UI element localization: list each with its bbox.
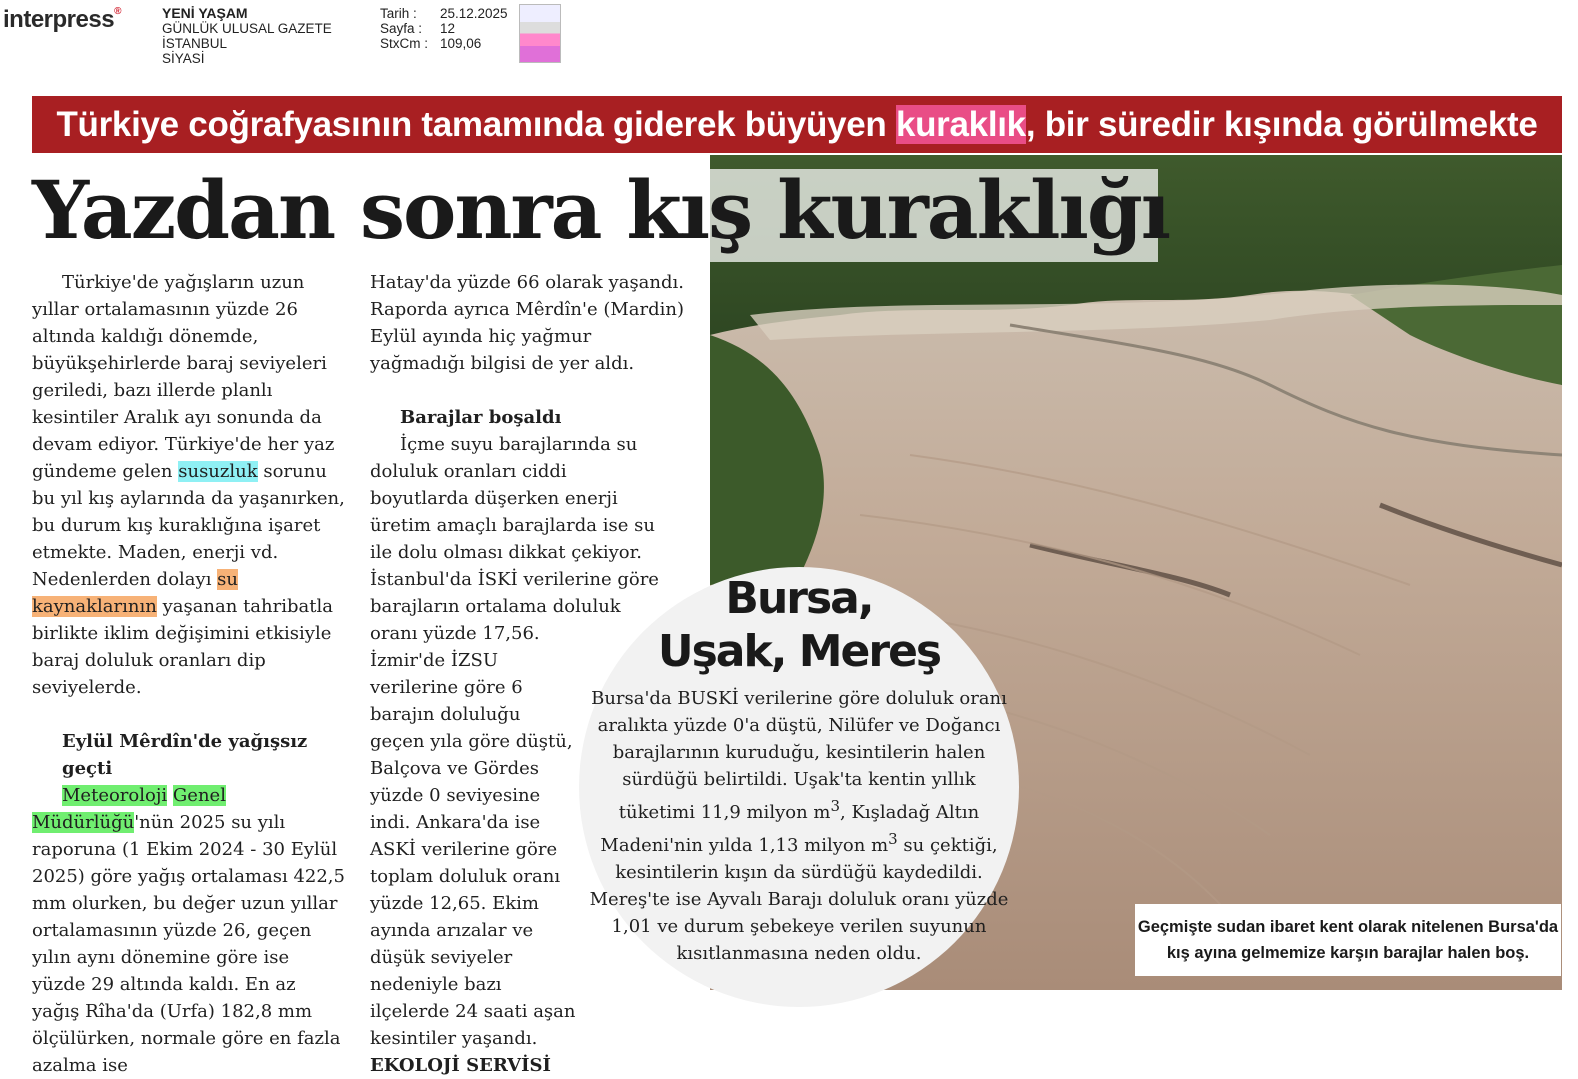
subheading: Eylül Mêrdîn'de yağışsız geçti [62, 731, 308, 779]
publication-type: GÜNLÜK ULUSAL GAZETE [162, 21, 332, 36]
kicker-banner: Türkiye coğrafyasının tamamında giderek büyüyen kuraklık, bir süredir kışında görülmekte [32, 96, 1562, 153]
sidebar-title: Bursa, Uşak, Mereş [657, 573, 941, 677]
page-value: 12 [440, 21, 456, 36]
subheading: Barajlar boşaldı [400, 407, 562, 428]
interpress-logo: interpress® [3, 6, 121, 33]
kicker-highlight: kuraklık [895, 105, 1026, 144]
highlight-susuzluk: susuzluk [178, 461, 258, 482]
clipping-meta [380, 6, 508, 51]
date-label: Tarih : [380, 6, 417, 21]
publication-section: SİYASİ [162, 51, 205, 66]
highlight-meteoroloji: Meteoroloji [62, 785, 168, 806]
sidebar-body: Bursa'da BUSKİ verilerine göre doluluk oranı aralıkta yüzde 0'a düştü, Nilüfer ve Doğancı barajlarının kuruduğu, kesintilerin halen sürdüğü belirtildi. Uşak'ta kentin yıllık tüketimi 11,9 milyon $m^3$, Kışladağ Altın Madeni'nin yılda 1,13 milyon $m^3$ su çektiği, kesintilerin kışın da sürdüğü kaydedildi. Mereş'te ise Ayvalı Barajı doluluk oranı yüzde 1,01 ve durum şebekeye verilen suyunun kısıtlanmasına neden oldu. [589, 688, 1009, 964]
byline: EKOLOJİ SERVİSİ [370, 1055, 551, 1076]
highlight-su-kaynaklari: su kaynaklarının [32, 569, 239, 617]
photo-caption: Geçmişte sudan ibaret kent olarak nitelenen Bursa'da kış ayına gelmemize karşın barajlar halen boş. [1135, 904, 1561, 976]
publication-info [162, 6, 332, 66]
stxcm-label: StxCm : [380, 36, 429, 51]
stxcm-value: 109,06 [440, 36, 482, 51]
date-value: 25.12.2025 [440, 6, 508, 21]
paragraph: Türkiye'de yağışların uzun yıllar ortalamasının yüzde 26 altında kaldığı dönemde, büyükşehirlerde baraj seviyeleri geriledi, bazı illerde planlı kesintiler Aralık ayı sonunda da devam ediyor. Türkiye'de her yaz gündeme gelen susuzluk sorunu bu yıl kış aylarında da yaşanırken, bu durum kış kuraklığına işaret etmekte. Maden, enerji vd. Nedenlerden dolayı su kaynaklarının yaşanan tahribatla birlikte iklim değişimini etkisiyle baraj doluluk oranları dip seviyelerde. [32, 272, 345, 698]
publication-city: İSTANBUL [162, 36, 228, 51]
highlight-mudurlugu: Müdürlüğü [32, 812, 135, 833]
paragraph: İçme suyu barajlarında su doluluk oranları ciddi boyutlarda düşerken enerji üretim amaçlı barajlarda ise su ile dolu olması dikkat çekiyor. İstanbul'da İSKİ verilerine göre barajların ortalama doluluk oranı yüzde 17,56. [370, 434, 659, 644]
page-thumbnail[interactable] [519, 4, 561, 63]
paragraph: İzmir'de İZSU verilerine göre 6 barajın doluluğu geçen yıla göre düştü, Balçova ve Gördes yüzde 0 seviyesine indi. Ankara'da ise ASKİ verilerine göre toplam doluluk oranı yüzde 12,65. Ekim ayında arızalar ve düşük seviyeler nedeniyle bazı ilçelerde 24 saati aşan kesintiler yaşandı. [370, 650, 576, 1049]
article-column-1 [32, 269, 347, 1079]
headline: Yazdan sonra kış kuraklığı [32, 163, 1170, 257]
page-label: Sayfa : [380, 21, 423, 36]
paragraph: Meteoroloji Genel Müdürlüğü'nün 2025 su yılı raporuna (1 Ekim 2024 - 30 Eylül 2025) göre yağış ortalaması 422,5 mm olurken, bu değer uzun yıllar ortalamasının yüzde 26, geçen yılın aynı dönemine göre ise yüzde 29 altında kaldı. En az yağış Rîha'da (Urfa) 182,8 mm ölçülürken, normale göre en fazla azalma ise [32, 785, 345, 1076]
publication-name: YENİ YAŞAM [162, 5, 248, 21]
paragraph: Hatay'da yüzde 66 olarak yaşandı. Raporda ayrıca Mêrdîn'e (Mardin) Eylül ayında hiç yağmur yağmadığı bilgisi de yer aldı. [370, 272, 685, 374]
highlight-genel: Genel [172, 785, 226, 806]
